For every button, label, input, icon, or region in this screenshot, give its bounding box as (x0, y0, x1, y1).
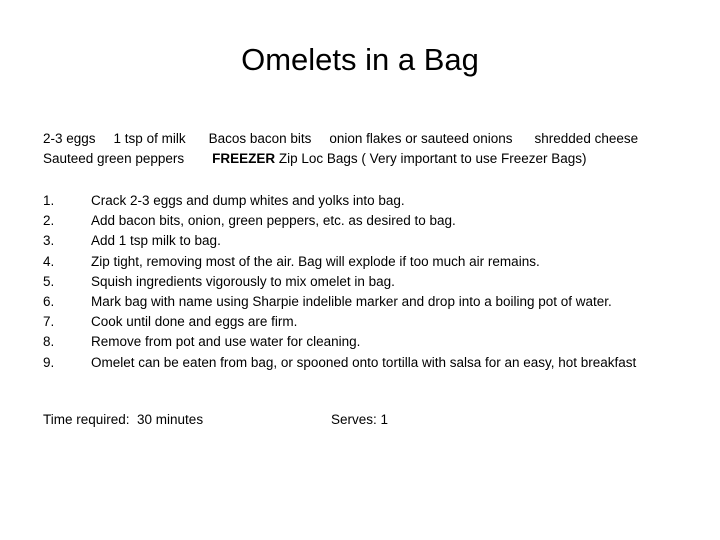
step-text: Add bacon bits, onion, green peppers, etc. as desired to bag. (91, 213, 456, 229)
step-text: Cook until done and eggs are firm. (91, 314, 298, 330)
step-text: Omelet can be eaten from bag, or spooned onto tortilla with salsa for an easy, hot breakfast (91, 354, 637, 370)
step-number: 4. (43, 253, 55, 269)
time-required: Time required: 30 minutes (43, 412, 204, 427)
ingredient-bacon: Bacos bacon bits (208, 131, 312, 146)
ingredients-section (43, 129, 638, 169)
step-text: Remove from pot and use water for cleaning. (91, 334, 361, 350)
ingredient-freezer-bags (212, 149, 586, 169)
ingredient-eggs: 2-3 eggs (43, 131, 96, 146)
step-number: 8. (43, 334, 55, 350)
step-text: Crack 2-3 eggs and dump whites and yolks into bag. (91, 193, 405, 208)
ingredient-cheese: shredded cheese (534, 131, 639, 146)
ingredient-peppers: Sauteed green peppers (43, 151, 185, 166)
step-number: 7. (43, 314, 55, 330)
step-text: Add 1 tsp milk to bag. (91, 233, 221, 249)
step-number: 2. (43, 213, 55, 229)
freezer-bags-text: Zip Loc Bags ( Very important to use Freezer Bags) (275, 151, 587, 166)
ingredient-milk: 1 tsp of milk (113, 131, 186, 146)
serves-count: Serves: 1 (331, 412, 389, 427)
ingredients-line-2 (43, 149, 638, 169)
step-number: 5. (43, 273, 55, 289)
step-number: 9. (43, 354, 55, 370)
step-text: Zip tight, removing most of the air. Bag will explode if too much air remains. (91, 253, 540, 269)
step-text: Mark bag with name using Sharpie indelible marker and drop into a boiling pot of water. (91, 293, 612, 309)
ingredient-onion: onion flakes or sauteed onions (329, 131, 513, 146)
freezer-bold-label: FREEZER (212, 151, 276, 166)
step-number: 1. (43, 193, 55, 208)
step-number: 6. (43, 293, 55, 309)
step-number: 3. (43, 233, 55, 249)
step-text: Squish ingredients vigorously to mix omelet in bag. (91, 273, 395, 289)
page-title: Omelets in a Bag (241, 42, 479, 77)
ingredients-line-1 (43, 129, 638, 149)
